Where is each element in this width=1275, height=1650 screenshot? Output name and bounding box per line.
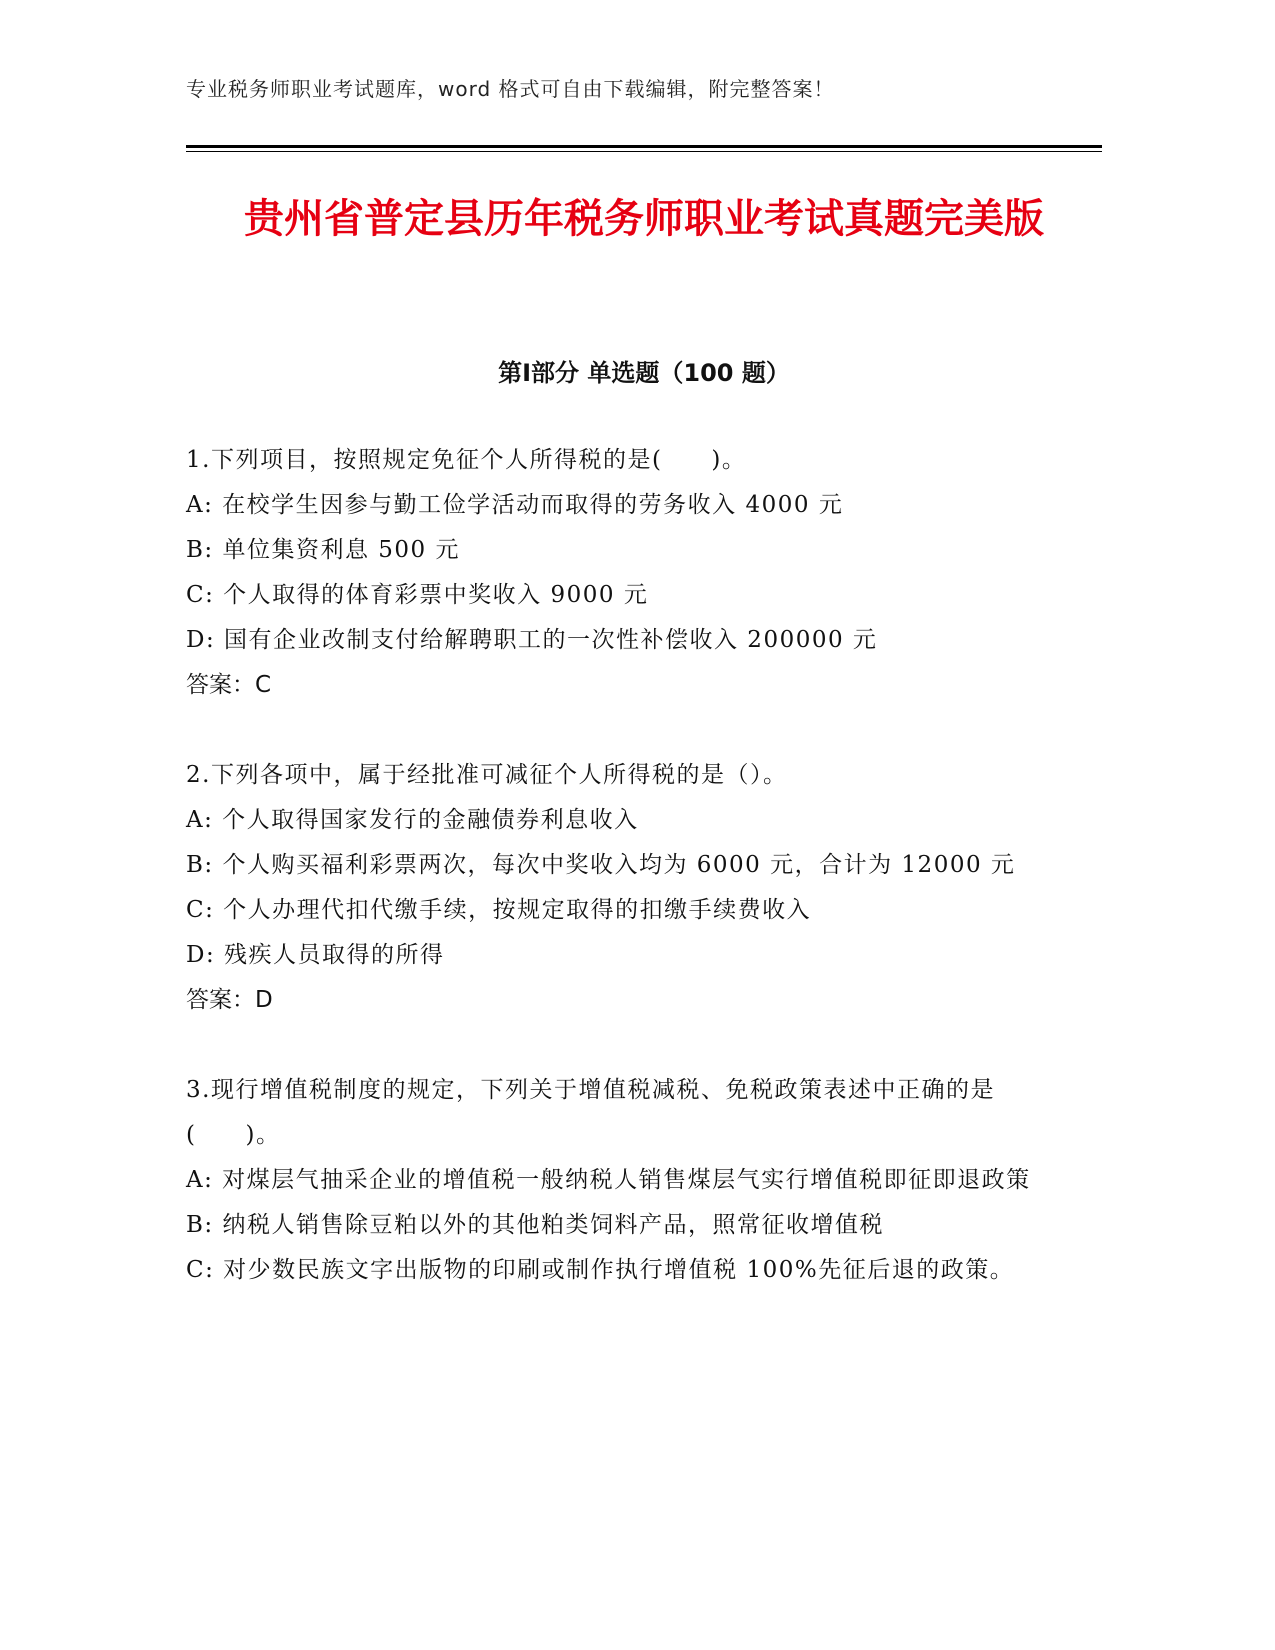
- section-heading: 第Ⅰ部分 单选题（100 题）: [498, 359, 790, 387]
- question-1: [186, 438, 1066, 708]
- header-note: 专业税务师职业考试题库，word 格式可自由下载编辑，附完整答案！: [186, 77, 835, 101]
- question-3: [186, 1068, 1066, 1293]
- header-divider-thick: [186, 145, 1102, 148]
- answer: 答案：D: [186, 987, 273, 1013]
- question-stem: 1.下列项目，按照规定免征个人所得税的是( )。: [186, 447, 747, 473]
- option-a: A: 在校学生因参与勤工俭学活动而取得的劳务收入 4000 元: [186, 492, 844, 518]
- option-d: D: 残疾人员取得的所得: [186, 942, 445, 968]
- question-2: [186, 753, 1066, 1023]
- option-a: A: 个人取得国家发行的金融债券利息收入: [186, 807, 639, 833]
- option-c: C: 个人办理代扣代缴手续，按规定取得的扣缴手续费收入: [186, 897, 812, 923]
- question-stem: 3.现行增值税制度的规定，下列关于增值税减税、免税政策表述中正确的是( )。: [186, 1077, 995, 1148]
- option-b: B: 单位集资利息 500 元: [186, 537, 460, 563]
- option-c: C: 个人取得的体育彩票中奖收入 9000 元: [186, 582, 649, 608]
- option-b: B: 个人购买福利彩票两次，每次中奖收入均为 6000 元，合计为 12000 元: [186, 852, 1016, 878]
- option-a: A: 对煤层气抽采企业的增值税一般纳税人销售煤层气实行增值税即征即退政策: [186, 1167, 1031, 1193]
- option-d: D: 国有企业改制支付给解聘职工的一次性补偿收入 200000 元: [186, 627, 878, 653]
- option-c: C: 对少数民族文字出版物的印刷或制作执行增值税 100%先征后退的政策。: [186, 1257, 1015, 1283]
- answer: 答案：C: [186, 672, 272, 698]
- question-stem: 2.下列各项中，属于经批准可减征个人所得税的是（）。: [186, 762, 788, 788]
- document-title: 贵州省普定县历年税务师职业考试真题完美版: [244, 196, 1044, 242]
- header-divider-thin: [186, 151, 1102, 152]
- option-b: B: 纳税人销售除豆粕以外的其他粕类饲料产品，照常征收增值税: [186, 1212, 884, 1238]
- question-list: [186, 438, 1066, 1338]
